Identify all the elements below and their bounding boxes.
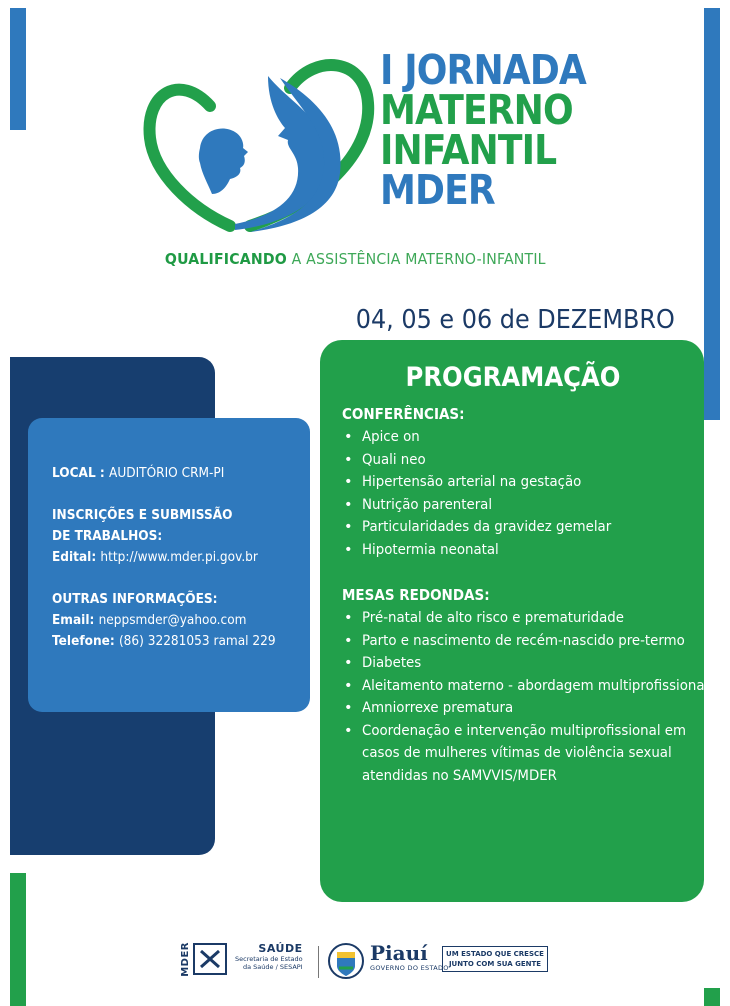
title-line-2: MATERNO	[380, 86, 573, 134]
email-value[interactable]: neppsmder@yahoo.com	[98, 612, 247, 628]
list-item: • Hipotermia neonatal	[342, 539, 722, 562]
list-item: • Particularidades da gravidez gemelar	[342, 516, 722, 539]
list-item: • Apice on	[342, 426, 722, 449]
telefone-value: (86) 32281053 ramal 229	[118, 633, 276, 649]
mder-logo-icon	[193, 943, 227, 975]
programacao-title: PROGRAMAÇÃO	[405, 362, 621, 393]
list-item: • Aleitamento materno - abordagem multiprofissional	[342, 675, 722, 698]
footer-divider	[318, 946, 319, 978]
list-item: • Amniorrexe prematura	[342, 697, 722, 720]
email-line	[52, 610, 284, 631]
outras-label: OUTRAS INFORMAÇÕES:	[52, 591, 218, 607]
title-line-4: MDER	[380, 166, 495, 214]
coat-of-arms-icon	[327, 940, 365, 982]
list-item: • Quali neo	[342, 449, 722, 472]
telefone-line	[52, 631, 284, 652]
left-bottom-stripe	[10, 873, 26, 1006]
piaui-logo	[370, 942, 449, 972]
saude-sub-1: Secretaria de Estado	[235, 955, 303, 963]
event-title	[380, 46, 586, 214]
email-label: Email:	[52, 612, 99, 628]
saude-sub-2: da Saúde / SESAPI	[242, 963, 303, 971]
mother-child-logo	[140, 48, 375, 238]
event-dates: 04, 05 e 06 de DEZEMBRO	[355, 305, 675, 335]
slogan-box	[442, 946, 548, 972]
right-bottom-stripe	[704, 988, 720, 1006]
saude-logo	[235, 942, 303, 971]
inscricoes-line-1: INSCRIÇÕES E SUBMISSÃO	[52, 507, 233, 523]
telefone-label: Telefone:	[52, 633, 119, 649]
info-card	[28, 418, 310, 712]
mesas-label: MESAS REDONDAS:	[342, 586, 490, 604]
saude-title: SAÚDE	[258, 942, 303, 955]
title-line-1: I JORNADA	[380, 46, 586, 94]
list-item: • Parto e nascimento de recém-nascido pre-termo	[342, 630, 722, 653]
right-top-stripe	[704, 8, 720, 420]
local-value: AUDITÓRIO CRM-PI	[109, 465, 225, 481]
edital-label: Edital:	[52, 549, 101, 565]
slogan-line-2: JUNTO COM SUA GENTE	[448, 960, 542, 968]
mder-logo	[180, 942, 227, 977]
mesas-list	[342, 607, 709, 787]
conferencias-list	[342, 426, 684, 561]
subtitle	[0, 250, 711, 268]
subtitle-rest: A ASSISTÊNCIA MATERNO-INFANTIL	[286, 250, 546, 268]
list-item: • Nutrição parenteral	[342, 494, 722, 517]
slogan-line-1: UM ESTADO QUE CRESCE	[446, 950, 544, 958]
list-item: • Pré-natal de alto risco e prematuridade	[342, 607, 722, 630]
list-item: • Coordenação e intervenção multiprofissional em casos de mulheres vítimas de violência sexual atendidas no SAMVVIS/MDER	[342, 720, 722, 788]
list-item: • Hipertensão arterial na gestação	[342, 471, 722, 494]
local-line	[52, 463, 284, 484]
conferencias-label: CONFERÊNCIAS:	[342, 405, 465, 423]
edital-line	[52, 547, 284, 568]
left-top-stripe	[10, 8, 26, 130]
mder-logo-text: MDER	[180, 942, 191, 977]
local-label: LOCAL :	[52, 465, 110, 481]
programacao-panel	[320, 340, 709, 902]
title-line-3: INFANTIL	[380, 126, 557, 174]
inscricoes-line-2: DE TRABALHOS:	[52, 528, 163, 544]
subtitle-bold: QUALIFICANDO	[164, 250, 287, 268]
governo-text: GOVERNO DO ESTADO	[370, 964, 449, 972]
piaui-text: Piauí	[370, 941, 428, 965]
footer-logos	[180, 940, 550, 985]
edital-link[interactable]: http://www.mder.pi.gov.br	[100, 549, 258, 565]
list-item: • Diabetes	[342, 652, 722, 675]
